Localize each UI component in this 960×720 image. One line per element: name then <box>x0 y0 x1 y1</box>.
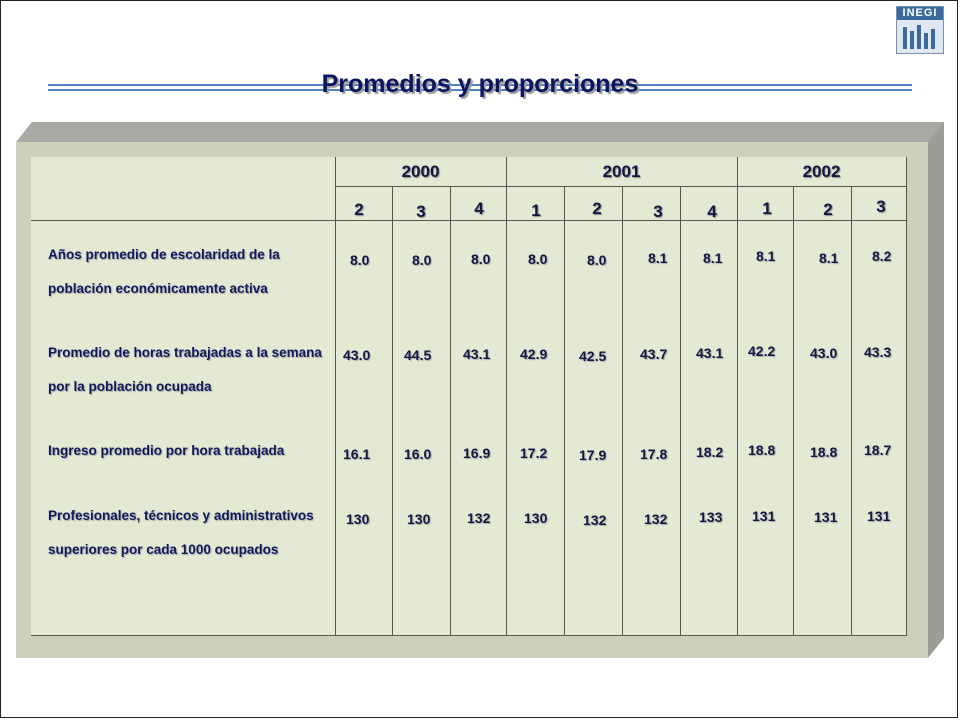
table-cell: 130 <box>524 510 548 526</box>
table-cell: 133 <box>699 509 723 525</box>
panel-top-bevel <box>16 122 944 142</box>
table-cell: 8.0 <box>412 252 432 268</box>
table-cell: 43.7 <box>640 346 668 362</box>
quarter-header: 4 <box>474 199 484 218</box>
table-cell: 42.9 <box>520 346 548 362</box>
page-title: Promedios y proporciones <box>321 70 639 98</box>
quarter-header: 1 <box>531 201 541 220</box>
table-cell: 42.2 <box>748 343 776 359</box>
table-cell: 43.3 <box>864 344 892 360</box>
table-cell: 42.5 <box>579 348 607 364</box>
table-cell: 131 <box>814 509 838 525</box>
quarter-header: 2 <box>592 199 602 218</box>
table-cell: 131 <box>867 508 891 524</box>
table-cell: 17.9 <box>579 447 607 463</box>
table-cell: 8.0 <box>471 251 491 267</box>
table-cell: 131 <box>752 508 776 524</box>
table-cell: 43.0 <box>343 347 371 363</box>
table-cell: 17.2 <box>520 445 548 461</box>
table-cell: 44.5 <box>404 347 432 363</box>
table-cell: 18.2 <box>696 444 724 460</box>
table-cell: 8.0 <box>528 251 548 267</box>
table-cell: 16.0 <box>404 446 432 462</box>
table-cell: 132 <box>583 512 607 528</box>
table-cell: 16.9 <box>463 445 491 461</box>
quarter-header: 3 <box>876 197 886 216</box>
table-cell: 17.8 <box>640 446 668 462</box>
year-header-2001: 2001 <box>602 162 641 181</box>
table-cell: 8.1 <box>703 250 723 266</box>
table-cell: 130 <box>407 511 431 527</box>
table-cell: 8.0 <box>350 252 370 268</box>
quarter-header: 2 <box>354 200 364 219</box>
quarter-header: 4 <box>707 202 717 221</box>
year-header-2002: 2002 <box>802 162 841 181</box>
logo-text: INEGI <box>897 7 943 20</box>
table-cell: 43.0 <box>810 345 838 361</box>
row-label-escolaridad: Años promedio de escolaridad de la población económicamente activa <box>48 247 280 296</box>
table-cell: 8.0 <box>587 252 607 268</box>
table-cell: 8.2 <box>872 248 892 264</box>
quarter-header: 2 <box>823 200 833 219</box>
year-header-2000: 2000 <box>401 162 440 181</box>
table-cell: 8.1 <box>648 250 668 266</box>
row-label-ingreso: Ingreso promedio por hora trabajada <box>48 443 285 458</box>
table-cell: 8.1 <box>819 250 839 266</box>
table-cell: 18.7 <box>864 442 892 458</box>
table-cell: 43.1 <box>696 345 724 361</box>
table-cell: 18.8 <box>810 444 838 460</box>
table-cell: 132 <box>644 511 668 527</box>
table-cell: 16.1 <box>343 446 371 462</box>
table-cell: 130 <box>346 511 370 527</box>
table-cell: 8.1 <box>756 248 776 264</box>
table-cell: 132 <box>467 510 491 526</box>
row-label-horas: Promedio de horas trabajadas a la semana por la población ocupada <box>48 345 322 394</box>
panel-right-bevel <box>928 122 944 658</box>
row-label-profesionales: Profesionales, técnicos y administrativos superiores por cada 1000 ocupados <box>48 508 314 557</box>
inegi-logo <box>896 6 944 54</box>
quarter-header: 3 <box>653 202 663 221</box>
quarter-header: 1 <box>762 199 772 218</box>
table-cell: 43.1 <box>463 346 491 362</box>
table-cell: 18.8 <box>748 442 776 458</box>
quarter-header: 3 <box>416 202 426 221</box>
